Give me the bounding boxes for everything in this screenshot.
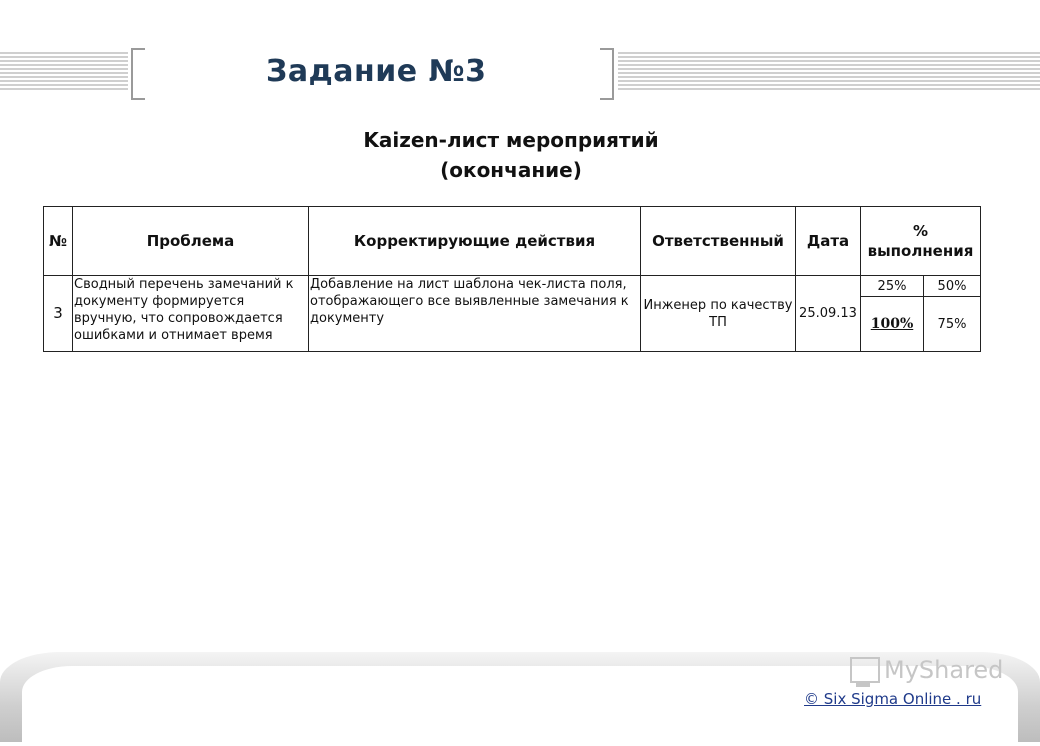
header-actions: Корректирующие действия [309,207,641,276]
progress-option-50[interactable]: 50% [924,276,981,297]
row-responsible: Инженер по качеству ТП [641,276,796,352]
progress-option-75[interactable]: 75% [924,297,981,352]
header-problem: Проблема [73,207,309,276]
row-action: Добавление на лист шаблона чек-листа поля, отображающего все выявленные замечания к документу [309,276,641,352]
table-heading: Kaizen-лист мероприятий [363,128,659,152]
table-header-row [44,207,981,276]
watermark-text: MyShared [884,656,1004,684]
kaizen-table [43,206,981,352]
header-stripes-right [618,52,1040,90]
copyright-link[interactable]: © Six Sigma Online . ru [804,690,982,708]
table-subheading: (окончание) [440,158,582,182]
header-number: № [44,207,73,276]
monitor-icon [850,657,880,683]
row-problem: Сводный перечень замечаний к документу формируется вручную, что сопровождается ошибками и отнимает время [73,276,309,352]
title-bracket-left [131,48,145,100]
header-progress: % выполнения [861,207,981,276]
watermark-logo [850,656,1003,684]
row-date: 25.09.13 [796,276,861,352]
header-date: Дата [796,207,861,276]
header-stripes-left [0,52,128,90]
progress-option-100-selected[interactable]: 100% [861,297,924,352]
progress-option-25[interactable]: 25% [861,276,924,297]
table-row [44,276,981,297]
row-number: 3 [44,276,73,352]
header-responsible: Ответственный [641,207,796,276]
slide-title: Задание №3 [266,54,487,89]
title-bracket-right [600,48,614,100]
